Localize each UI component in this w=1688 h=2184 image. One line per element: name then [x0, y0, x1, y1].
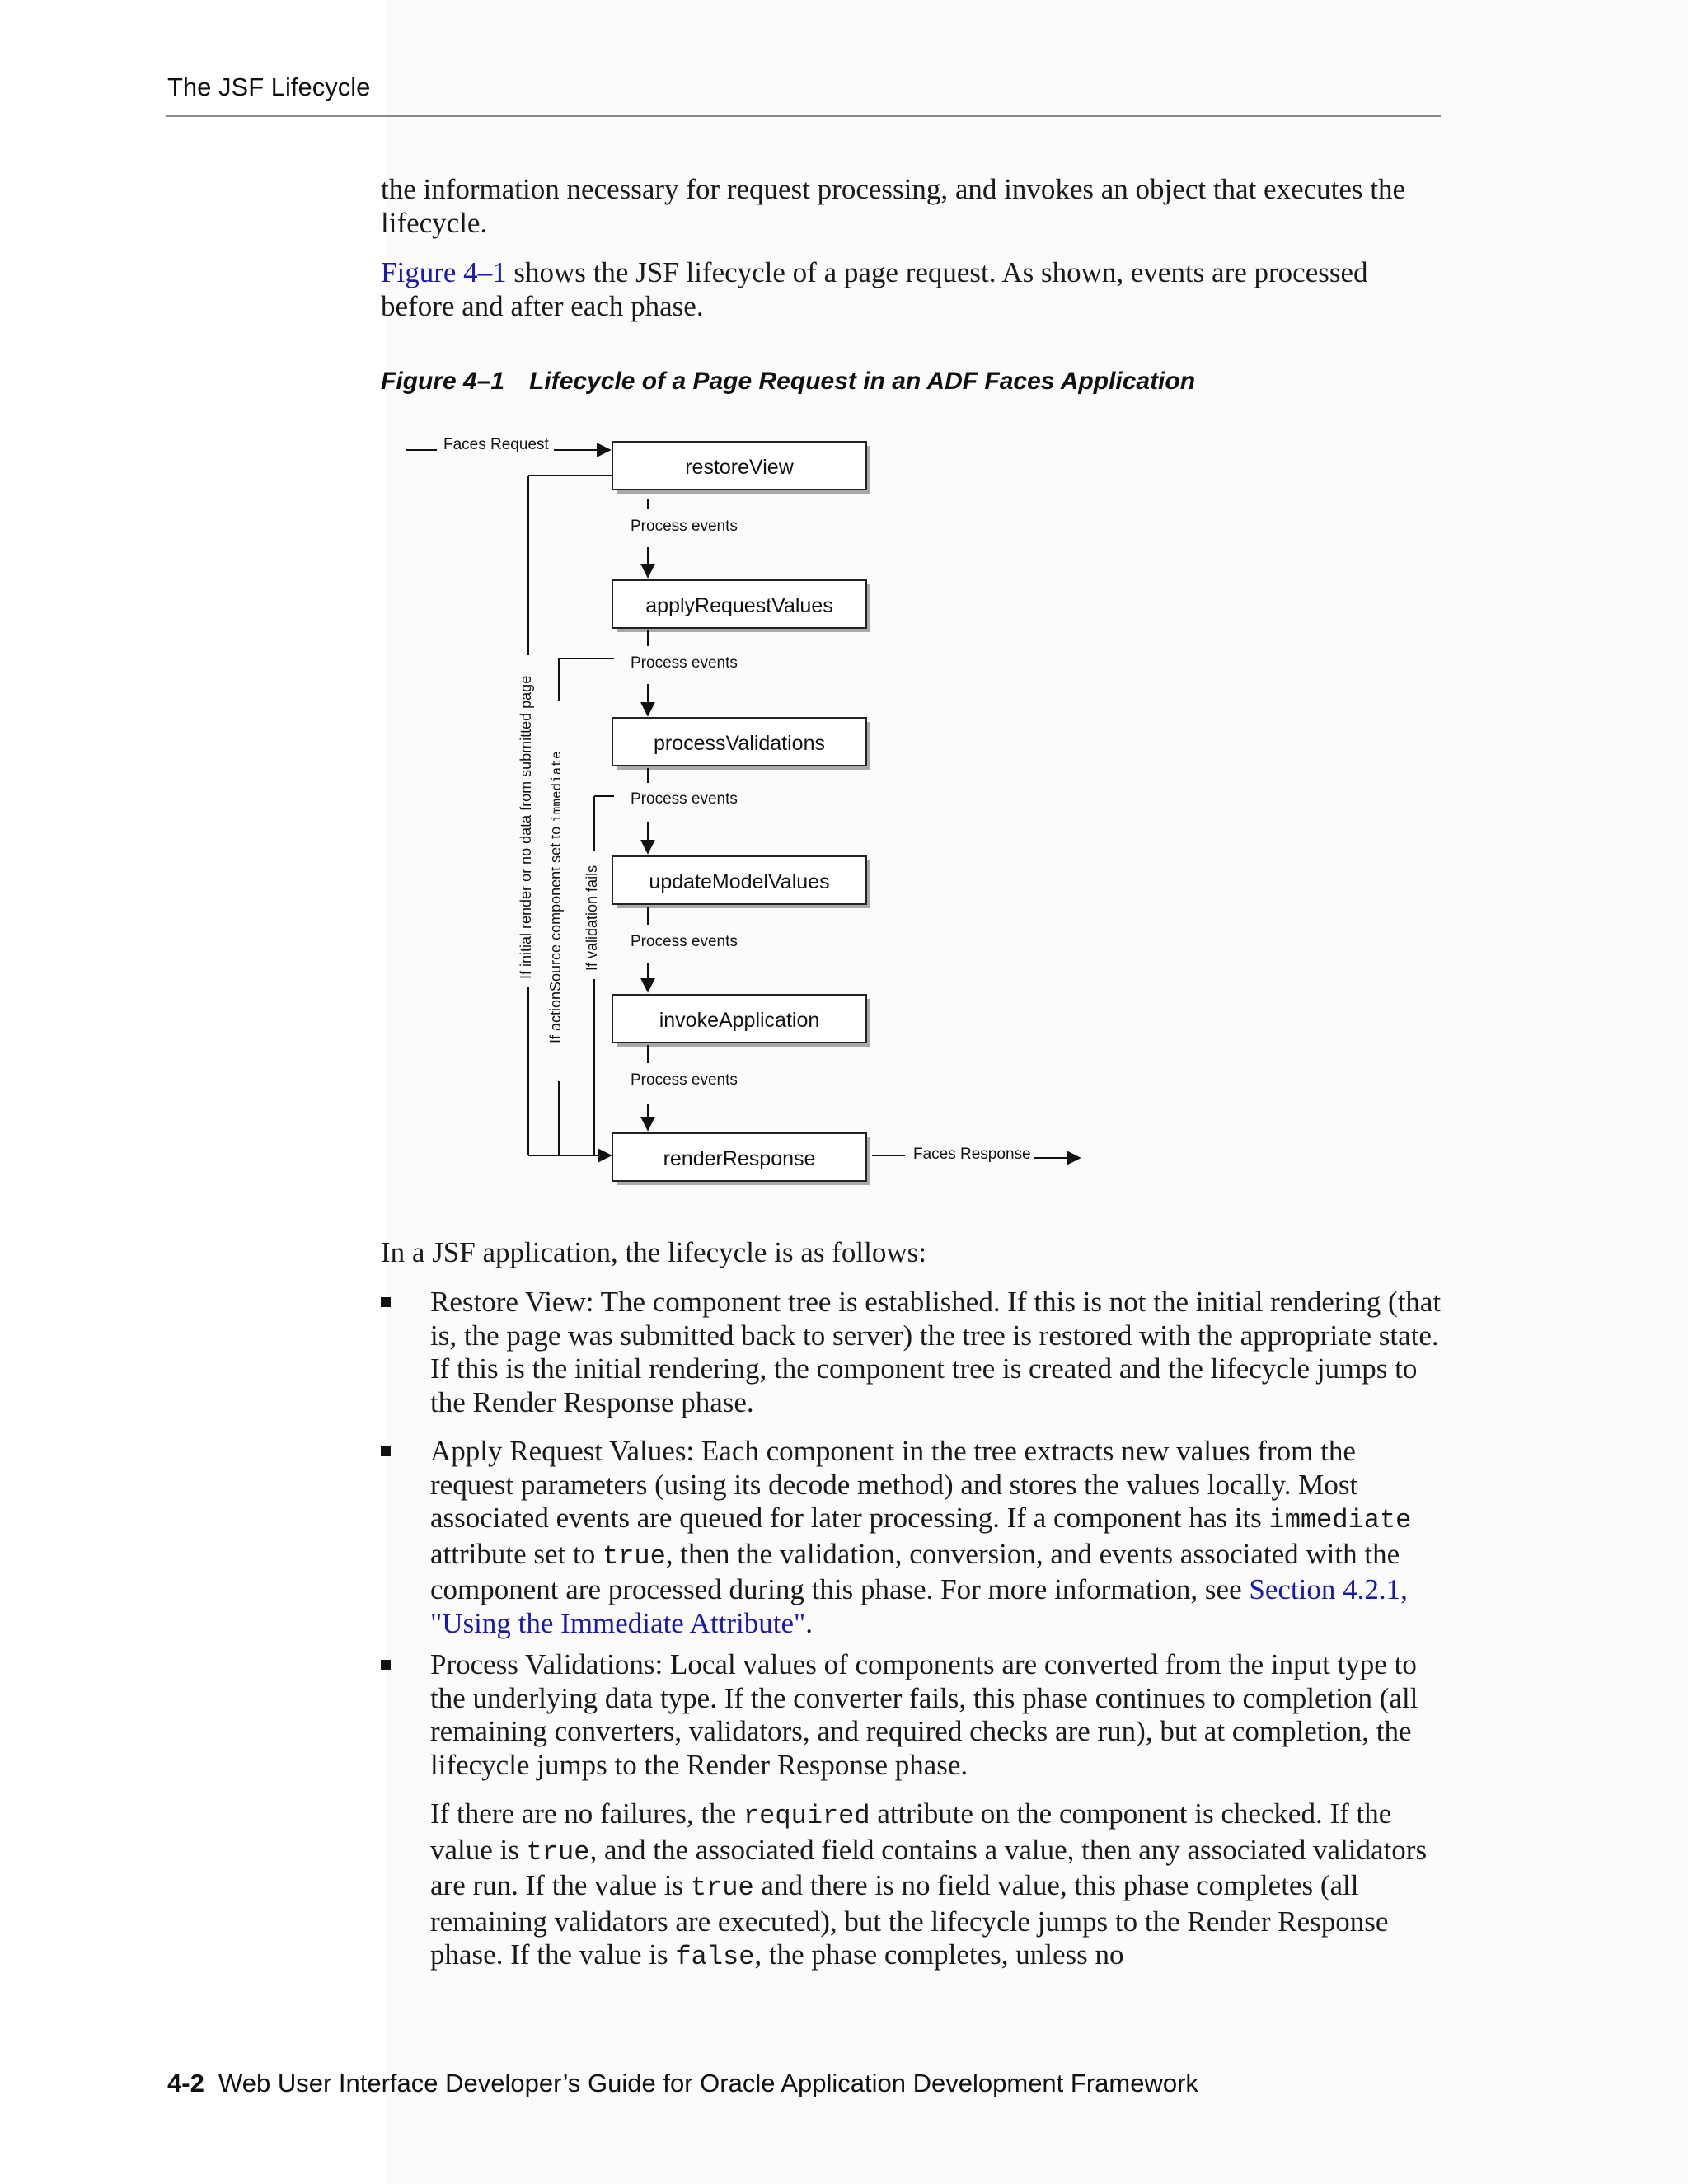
label-action-code: immediate [550, 751, 565, 823]
label-initial-render: If initial render or no data from submitted page [518, 675, 534, 979]
phase-label: applyRequestValues [645, 594, 833, 617]
book-title: Web User Interface Developer’s Guide for Oracle Application Development Framework [218, 2069, 1198, 2097]
loop-validation [594, 796, 614, 1155]
text-run: and there is no field value, this phase completes (all remaining validators are executed), but the lifecycle jumps to the Render Response phase. If the value is [430, 1869, 1389, 1971]
phase-update-model-values [612, 856, 870, 908]
label-action-prefix: If actionSource component set to [547, 822, 564, 1043]
phase-invoke-application [612, 995, 870, 1047]
running-header: The JSF Lifecycle [167, 73, 371, 101]
list-item-restore-view [381, 1286, 1444, 1419]
process-events-label: Process events [631, 518, 738, 535]
list-item-apply-request-values [381, 1435, 1444, 1640]
phase-process-validations [612, 718, 870, 770]
figure-title: Lifecycle of a Page Request in an ADF Faces Application [529, 368, 1196, 395]
text-run: , then the validation, conversion, and events associated with the component are processed during this phase. For more information, see [430, 1537, 1400, 1605]
lifecycle-intro-text: In a JSF application, the lifecycle is as follows: [381, 1236, 926, 1268]
phase-apply-request-values [612, 580, 870, 632]
code-true: true [526, 1836, 590, 1868]
page-footer [167, 2069, 1198, 2098]
text-run: Apply Request Values: Each component in the tree extracts new values from the request parameters (using its decode method) and stores the values locally. Most associated events are queued for later processing. If a component has its [430, 1435, 1358, 1534]
bullet-text [430, 1435, 1444, 1640]
code-immediate: immediate [1268, 1505, 1412, 1535]
lifecycle-intro [381, 1236, 1444, 1270]
text-run: attribute on the component is checked. If the value is [430, 1797, 1392, 1866]
code-false: false [675, 1942, 755, 1972]
process-events-label: Process events [631, 1071, 738, 1089]
faces-response-label: Faces Response [913, 1146, 1031, 1163]
code-true: true [602, 1540, 666, 1572]
connector-4 [631, 907, 738, 991]
figure-reference-text: shows the JSF lifecycle of a page request. As shown, events are processed before and after each phase. [381, 256, 1368, 322]
bullet-continuation [430, 1797, 1444, 1975]
connector-5 [631, 1045, 738, 1130]
label-action-source [547, 751, 565, 1043]
intro-text: the information necessary for request processing, and invokes an object that executes the lifecycle. [381, 173, 1406, 239]
label-validation-fails: If validation fails [584, 865, 600, 971]
figure-number: Figure 4–1 [381, 368, 505, 395]
text-run: attribute set to [430, 1537, 603, 1570]
bullet-text: Process Validations: Local values of components are converted from the input type to the underlying data type. If the converter fails, this phase continues to completion (all remaining converters, validators, and required checks are run), but at completion, the lifecycle jumps to the Render Response phase. [430, 1648, 1418, 1781]
bullet-icon [381, 1297, 391, 1307]
loop-initial-render [528, 476, 612, 1155]
code-required: required [743, 1801, 870, 1831]
text-run: , and the associated field contains a value, then any associated validators are run. If the value is [430, 1833, 1428, 1901]
bullet-icon [381, 1660, 391, 1670]
figure-link[interactable]: Figure 4–1 [381, 256, 507, 288]
bullet-text: Restore View: The component tree is established. If this is not the initial rendering (that is, the page was submitted back to server) the tree is restored with the appropriate state. If this is the initial rendering, the component tree is created and the lifecycle jumps to the Render Response phase. [430, 1286, 1442, 1418]
text-run: If there are no failures, the [430, 1797, 743, 1830]
phase-label: updateModelValues [649, 870, 830, 893]
phase-label: processValidations [654, 732, 825, 755]
connector-2 [631, 630, 738, 715]
text-run: . [805, 1606, 814, 1639]
process-events-label: Process events [631, 790, 738, 808]
connector-3 [631, 768, 738, 853]
phase-restore-view [612, 442, 870, 494]
bullet-icon [381, 1446, 391, 1456]
list-item-process-validations [381, 1648, 1444, 1975]
phase-label: invokeApplication [659, 1009, 820, 1032]
section-link[interactable]: Section 4.2.1, "Using the Immediate Attribute" [430, 1573, 1408, 1639]
code-true: true [690, 1872, 754, 1903]
phase-label: renderResponse [663, 1147, 816, 1170]
connector-1 [631, 499, 738, 577]
process-events-label: Process events [631, 654, 738, 672]
text-run: , the phase completes, unless no [754, 1938, 1124, 1971]
page-number: 4-2 [167, 2069, 204, 2097]
faces-request-label: Faces Request [443, 436, 549, 453]
phase-label: restoreView [685, 456, 794, 479]
process-events-label: Process events [631, 933, 738, 950]
phase-render-response [612, 1133, 870, 1185]
